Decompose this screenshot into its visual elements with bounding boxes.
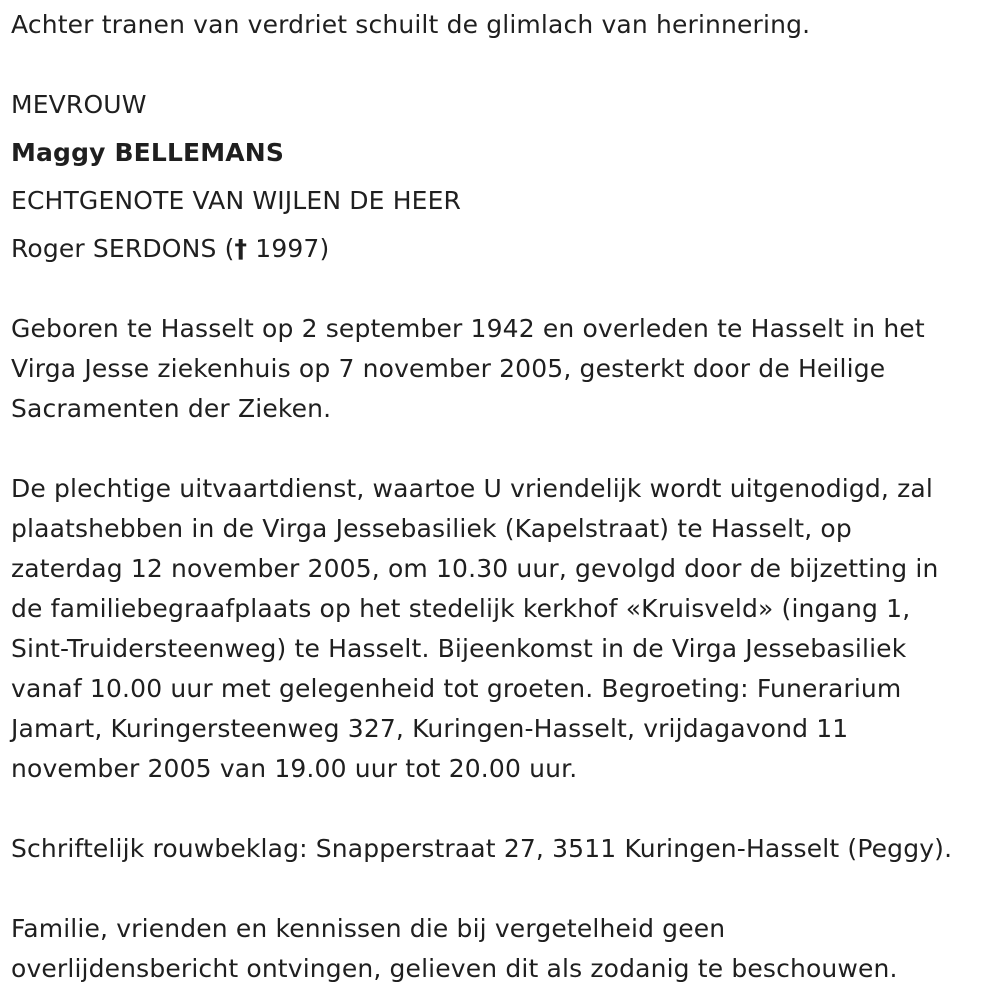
honorific: MEVROUW	[11, 90, 147, 119]
paragraph-line: zaterdag 12 november 2005, om 10.30 uur, gevolgd door de bijzetting in	[11, 554, 939, 583]
paragraph-line: november 2005 van 19.00 uur tot 20.00 uur.	[11, 754, 578, 783]
paragraph-line: Schriftelijk rouwbeklag: Snapperstraat 27, 3511 Kuringen-Hasselt (Peggy).	[11, 834, 953, 863]
obituary-notice	[11, 0, 996, 989]
paragraph-line: vanaf 10.00 uur met gelegenheid tot groeten. Begroeting: Funerarium	[11, 674, 902, 703]
birth-death-paragraph	[11, 309, 996, 429]
paragraph-line: De plechtige uitvaartdienst, waartoe U vriendelijk wordt uitgenodigd, zal	[11, 474, 933, 503]
paragraph-line: Familie, vrienden en kennissen die bij vergetelheid geen	[11, 914, 726, 943]
closing-paragraph	[11, 909, 996, 989]
cross-icon: †	[234, 234, 248, 263]
paragraph-line: plaatshebben in de Virga Jessebasiliek (Kapelstraat) te Hasselt, op	[11, 514, 852, 543]
paragraph-line: Jamart, Kuringersteenweg 327, Kuringen-Hasselt, vrijdagavond 11	[11, 714, 849, 743]
paragraph-line: Sacramenten der Zieken.	[11, 394, 332, 423]
paragraph-line: Geboren te Hasselt op 2 september 1942 en overleden te Hasselt in het	[11, 314, 925, 343]
spouse-name-prefix: Roger SERDONS (	[11, 234, 235, 263]
funeral-paragraph	[11, 469, 996, 789]
spouse-name-suffix: 1997)	[247, 234, 330, 263]
paragraph-line: overlijdensbericht ontvingen, gelieven dit als zodanig te beschouwen.	[11, 954, 898, 983]
paragraph-line: Virga Jesse ziekenhuis op 7 november 2005, gesterkt door de Heilige	[11, 354, 886, 383]
spouse-name	[11, 229, 996, 269]
spouse-relation: ECHTGENOTE VAN WIJLEN DE HEER	[11, 186, 462, 215]
deceased-name: Maggy BELLEMANS	[11, 138, 285, 167]
paragraph-line: de familiebegraafplaats op het stedelijk kerkhof «Kruisveld» (ingang 1,	[11, 594, 911, 623]
condolence-paragraph	[11, 829, 996, 869]
opening-quote: Achter tranen van verdriet schuilt de glimlach van herinnering.	[11, 10, 811, 39]
paragraph-line: Sint-Truidersteenweg) te Hasselt. Bijeenkomst in de Virga Jessebasiliek	[11, 634, 907, 663]
